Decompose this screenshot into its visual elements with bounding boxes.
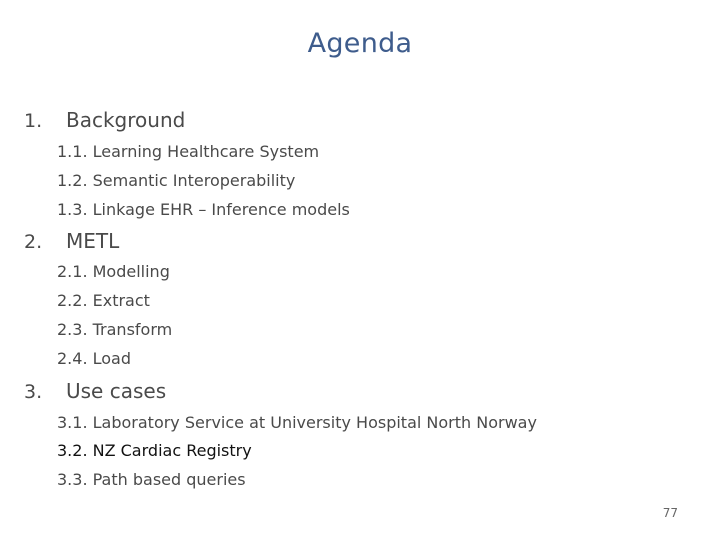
section-number: 3.	[24, 381, 43, 403]
slide-title: Agenda	[307, 28, 413, 59]
agenda-subitem: 2.2. Extract	[57, 291, 150, 310]
agenda-subitem: 2.3. Transform	[57, 320, 173, 339]
section-heading: Background	[66, 108, 186, 132]
section-number: 1.	[24, 110, 43, 132]
section-heading: Use cases	[66, 379, 167, 403]
agenda-subitem: 2.4. Load	[57, 349, 131, 368]
section-number: 2.	[24, 231, 43, 253]
agenda-subitem: 3.3. Path based queries	[57, 470, 246, 489]
agenda-subitem: 1.1. Learning Healthcare System	[57, 142, 320, 161]
page-number: 77	[662, 506, 678, 520]
agenda-subitem: 1.3. Linkage EHR – Inference models	[57, 200, 350, 219]
agenda-subitem: 1.2. Semantic Interoperability	[57, 171, 296, 190]
section-heading: METL	[66, 229, 120, 253]
agenda-subitem: 2.1. Modelling	[57, 262, 170, 281]
agenda-subitem: 3.1. Laboratory Service at University Hospital North Norway	[57, 413, 537, 432]
agenda-subitem: 3.2. NZ Cardiac Registry	[57, 441, 252, 460]
